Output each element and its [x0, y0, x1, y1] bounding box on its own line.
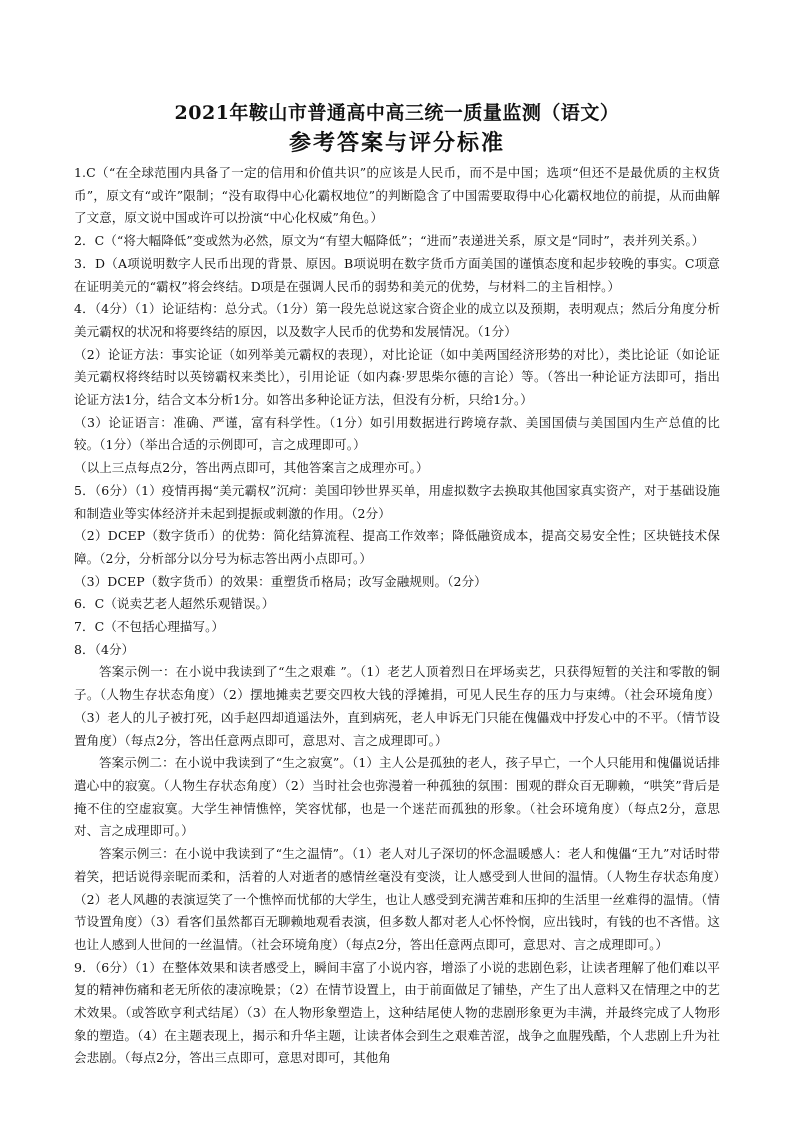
answer-q3: 3．D（A项说明数字人民币出现的背景、原因。B项说明在数字货币方面美国的谨慎态度和起步较晚的事实。C项意在证明美元的“霸权”将会终结。D项是在强调人民币的弱势和美元的优势，与材料二的主旨相悖。）	[74, 255, 720, 294]
answer-q8-heading: 8．（4分）	[74, 641, 135, 657]
answer-q4-part3: （3）论证语言：准确、严谨，富有科学性。（1分）如引用数据进行跨境存款、美国国债与美国国内生产总值的比较。（1分）（举出合适的示例即可，言之成理即可。）	[74, 414, 720, 453]
answer-body	[74, 162, 720, 1070]
answer-q4-part2: （2）论证方法：事实论证（如列举美元霸权的表现），对比论证（如中美两国经济形势的对比），类比论证（如论证美元霸权将终结时以英镑霸权来类比），引用论证（如内森·罗思柴尔德的言论）等。（答出一种论证方法即可，指出论证方法1分，结合文本分析1分。如答出多种论证方法，但没有分析，只给1分。）	[74, 346, 720, 408]
answer-q2: 2．C（“将大幅降低”变或然为必然，原文为“有望大幅降低”；“进而”表递进关系，原文是“同时”，表并列关系。）	[74, 233, 705, 249]
document-subtitle: 参考答案与评分标准	[288, 130, 505, 156]
answer-q5-part3: （3）DCEP（数字货币）的效果：重塑货币格局；改写金融规则。（2分）	[74, 573, 487, 589]
document-title: 2021年鞍山市普通高中高三统一质量监测（语文）	[174, 102, 620, 124]
answer-q7: 7．C（不包括心理描写。）	[74, 619, 225, 635]
answer-q6: 6．C（说卖艺老人超然乐观错误。）	[74, 596, 275, 612]
answer-q8-example2: 答案示例二：在小说中我读到了“生之寂寞”。（1）主人公是孤独的老人，孩子早亡，一个人只能用和傀儡说话排遣心中的寂寞。（人物生存状态角度）（2）当时社会也弥漫着一种孤独的氛围：围观的群众百无聊赖，“哄笑”背后是掩不住的空虚寂寞。大学生神情憔悴，笑容忧郁，也是一个迷茫而孤独的形象。（社会环境角度）（每点2分，意思对、言之成理即可。）	[74, 755, 720, 839]
answer-q5-part2: （2）DCEP（数字货币）的优势：简化结算流程、提高工作效率；降低融资成本，提高交易安全性；区块链技术保障。（2分，分析部分以分号为标志答出两小点即可。）	[74, 528, 720, 566]
answer-q8-example1: 答案示例一：在小说中我读到了“生之艰难 ”。（1）老艺人顶着烈日在坪场卖艺，只获得短暂的关注和零散的铜子。（人物生存状态角度）（2）摆地摊卖艺要交四枚大钱的浮摊捐，可见人民生存的压力与束缚。（社会环境角度）（3）老人的儿子被打死，凶手赵四却逍遥法外，直到病死，老人申诉无门只能在傀儡戏中抒发心中的不平。（情节设置角度）（每点2分，答出任意两点即可，意思对、言之成理即可。）	[74, 664, 720, 748]
answer-q5-part1: 5．（6分）（1）疫情再揭“美元霸权”沉疴：美国印钞世界买单，用虚拟数字去换取其他国家真实资产，对于基础设施和制造业等实体经济并未起到提振或刺激的作用。（2分）	[74, 482, 720, 521]
answer-q1: 1.C（“在全球范围内具备了一定的信用和价值共识”的应该是人民币，而不是中国；选项“但还不是最优质的主权货币”，原文有“或许”限制；“没有取得中心化霸权地位”的判断隐含了中国需要取得中心化霸权地位的前提，从而曲解了文意，原文说中国或许可以扮演“中心化权威”角色。）	[74, 165, 720, 226]
answer-q4-note: （以上三点每点2分，答出两点即可，其他答案言之成理亦可。）	[74, 460, 429, 476]
answer-q4-part1: 4．（4分）（1）论证结构：总分式。（1分）第一段先总说这家合资企业的成立以及预期，表明观点；然后分角度分析美元霸权的状况和将要终结的原因，以及数字人民币的优势和发展情况。（1分）	[74, 301, 720, 339]
answer-q9: 9．（6分）（1）在整体效果和读者感受上，瞬间丰富了小说内容，增添了小说的悲剧色彩，让读者理解了他们难以平复的精神伤痛和老无所依的凄凉晚景；（2）在情节设置上，由于前面做足了铺垫，产生了出人意料又在情理之中的艺术效果。（或答欧亨利式结尾）（3）在人物形象塑造上，这种结尾使人物的悲剧形象更为丰满，并最终完成了人物形象的塑造。（4）在主题表现上，揭示和升华主题，让读者体会到生之艰难苦涩，战争之血腥残酷，个人悲剧上升为社会悲剧。（每点2分，答出三点即可，意思对即可，其他角	[74, 959, 720, 1066]
answer-q8-example3: 答案示例三：在小说中我读到了“生之温情”。（1）老人对儿子深切的怀念温暖感人：老人和傀儡“王九”对话时带着笑，把话说得亲昵而柔和，活着的人对逝者的感情丝毫没有变淡，让人感受到人世间的温情。（人物生存状态角度）（2）老人风趣的表演逗笑了一个憔悴而忧郁的大学生，也让人感受到充满苦难和压抑的生活里一丝难得的温情。（情节设置角度）（3）看客们虽然都百无聊赖地观看表演，但多数人都对老人心怀怜悯，应出钱时，有钱的也不吝惜。这也让人感到人世间的一丝温情。（社会环境角度）（每点2分，答出任意两点即可，意思对、言之成理即可。）	[74, 846, 720, 952]
